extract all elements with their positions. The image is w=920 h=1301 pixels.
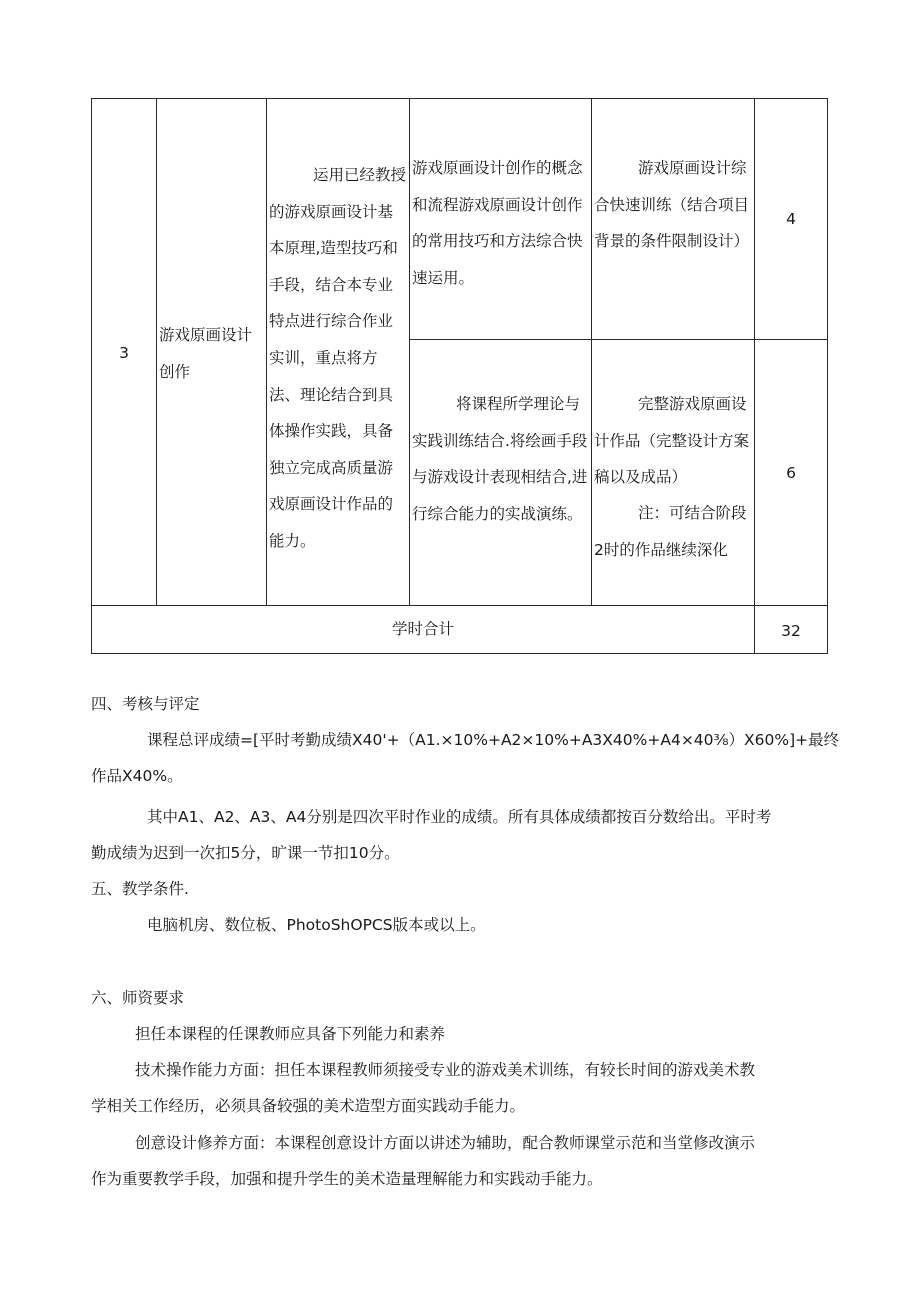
explanation-line-1: 其中A1、A2、A3、A4分别是四次平时作业的成绩。所有具体成绩都按百分数给出。平时考: [147, 808, 772, 826]
conditions-text: 电脑机房、数位板、PhotoShOPCS版本或以上。: [147, 916, 486, 934]
table-row-divider-total: [91, 605, 828, 606]
requirement-cell-2: 完整游戏原画设计作品（完整设计方案稿以及成品）: [594, 395, 750, 487]
skill-line-1: 技术操作能力方面：担任本课程教师须接受专业的游戏美术训练，有较长时间的游戏美术教: [135, 1061, 756, 1079]
assessment-heading: 四、考核与评定: [91, 695, 200, 713]
table-border-left: [91, 98, 92, 654]
table-border-top: [91, 98, 828, 99]
total-hours: 32: [781, 622, 801, 640]
requirement-note: 注：可结合阶段2时的作品继续深化: [594, 504, 747, 559]
explanation-line-2: 勤成绩为迟到一次扣5分，旷课一节扣10分。: [91, 844, 400, 862]
table-row-divider: [410, 339, 828, 340]
creative-line-2: 作为重要教学手段，加强和提升学生的美术造量理解能力和实践动手能力。: [91, 1170, 603, 1188]
table-col-divider: [409, 98, 410, 606]
table-col-divider: [754, 98, 755, 654]
teacher-intro: 担任本课程的任课教师应具备下列能力和素养: [135, 1025, 446, 1043]
formula-line-1: 课程总评成绩=[平时考勤成绩X40'+（A1.×10%+A2×10%+A3X40%+A4×40⅜）X60%]+最终: [147, 731, 840, 749]
formula-line-2: 作品X40%。: [91, 767, 183, 785]
requirement-cell-1: 游戏原画设计综合快速训练（结合项目背景的条件限制设计）: [594, 159, 750, 251]
content-cell-1: 游戏原画设计创作的概念和流程游戏原画设计创作的常用技巧和方法综合快速运用。: [412, 159, 583, 287]
skill-line-2: 学相关工作经历，必须具备较强的美术造型方面实践动手能力。: [91, 1097, 526, 1115]
total-label: 学时合计: [391, 620, 454, 638]
row-number: 3: [119, 344, 129, 362]
module-objectives: 运用已经教授的游戏原画设计基本原理,造型技巧和手段，结合本专业特点进行综合作业实训，重点将方法、理论结合到具体操作实践，具备独立完成高质量游戏原画设计作品的能力。: [269, 166, 407, 550]
table-border-bottom: [91, 653, 828, 654]
table-col-divider: [156, 98, 157, 606]
conditions-heading: 五、教学条件.: [91, 880, 189, 898]
creative-line-1: 创意设计修养方面：本课程创意设计方面以讲述为辅助，配合教师课堂示范和当堂修改演示: [135, 1134, 756, 1152]
content-cell-2: 将课程所学理论与实践训练结合.将绘画手段与游戏设计表现相结合,进行综合能力的实战演练。: [412, 395, 588, 523]
module-name: 游戏原画设计创作: [159, 326, 253, 381]
hours-cell-2: 6: [786, 464, 796, 482]
hours-cell-1: 4: [786, 210, 796, 228]
table-col-divider: [266, 98, 267, 606]
teacher-heading: 六、师资要求: [91, 989, 185, 1007]
table-border-right: [827, 98, 828, 654]
